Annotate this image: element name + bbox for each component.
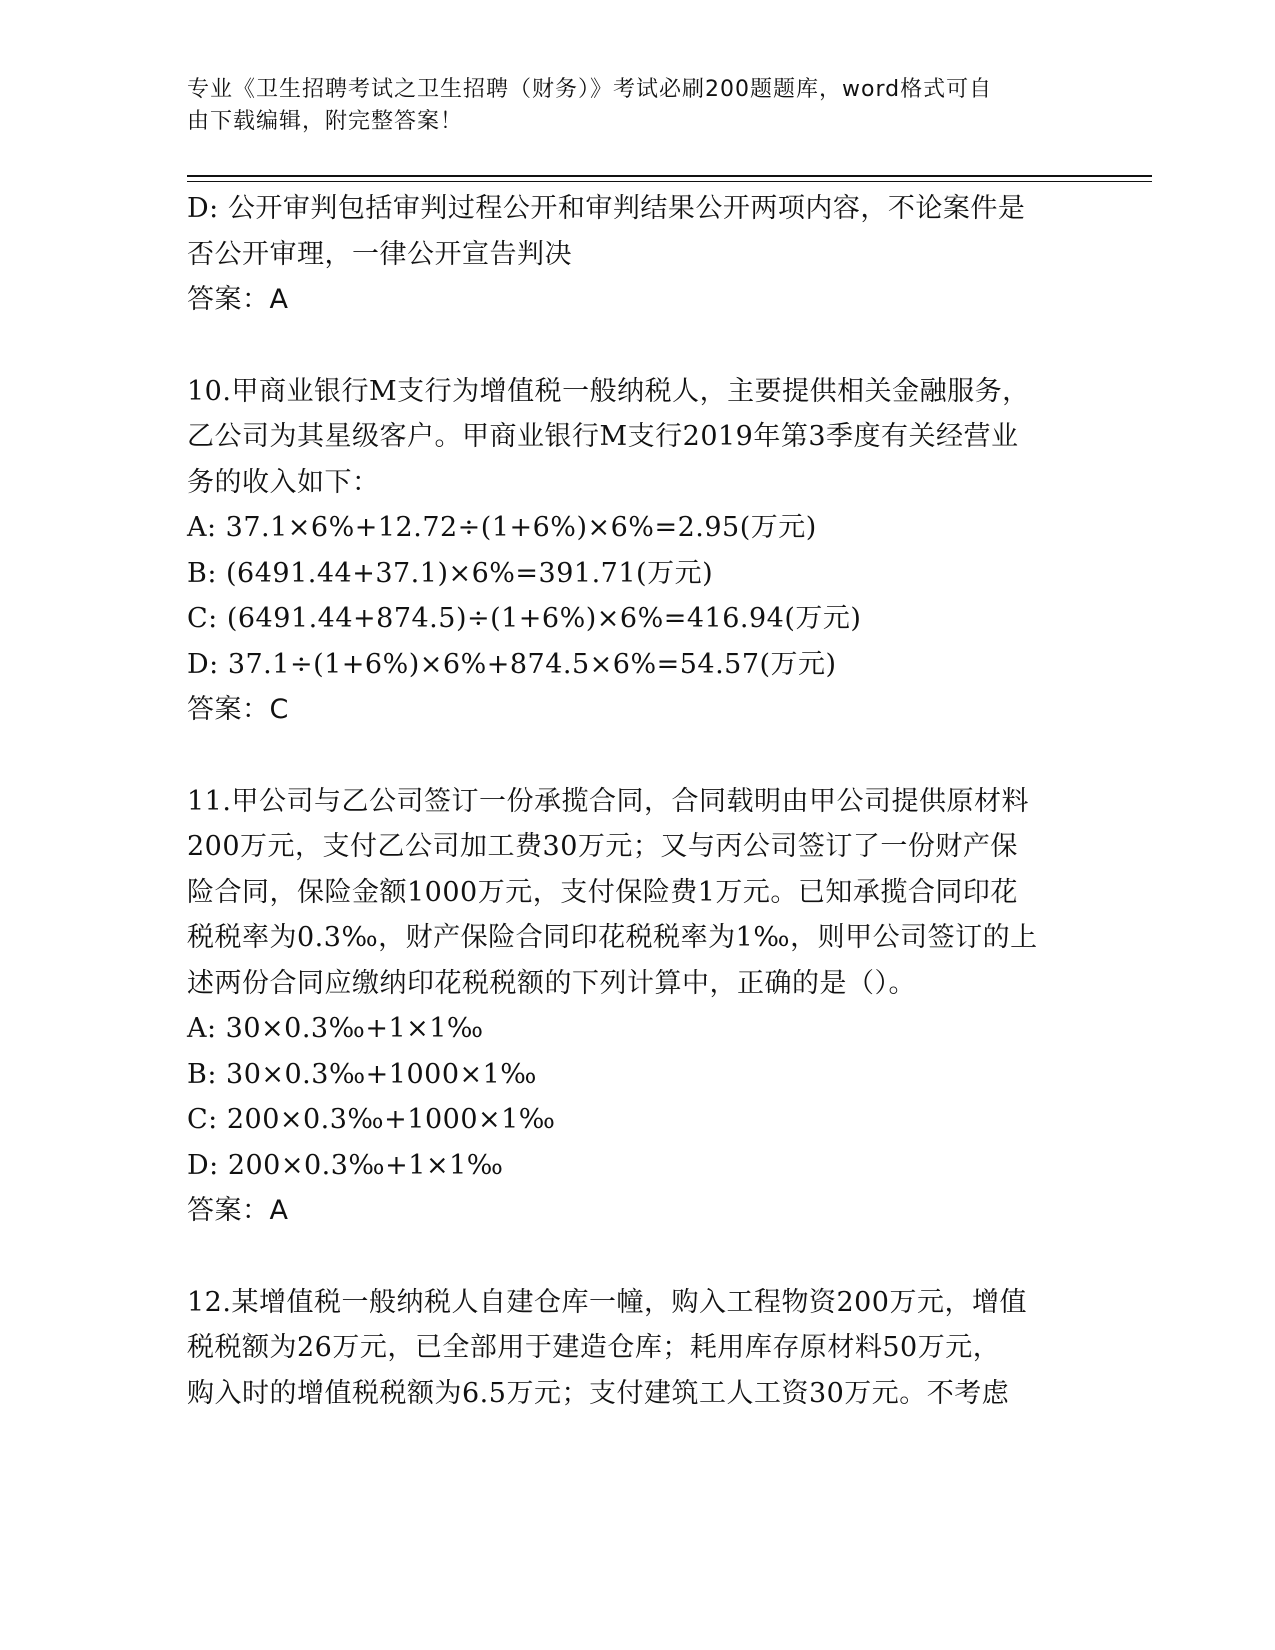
header-divider-thin	[187, 181, 1152, 182]
page-header	[187, 74, 1067, 138]
question-9-tail	[187, 186, 1067, 323]
question-stem-line: 务的收入如下：	[187, 466, 380, 498]
document-body	[187, 186, 1067, 1416]
spacer	[187, 733, 1067, 779]
question-stem-line: 12.某增值税一般纳税人自建仓库一幢，购入工程物资200万元，增值	[187, 1286, 1027, 1318]
option-d: D: 200×0.3‰+1×1‰	[187, 1149, 504, 1181]
option-a: A: 37.1×6%+12.72÷(1+6%)×6%=2.95(万元)	[187, 512, 817, 543]
header-divider-thick	[187, 175, 1152, 177]
answer-label: 答案：A	[187, 284, 289, 315]
option-d: D: 37.1÷(1+6%)×6%+874.5×6%=54.57(万元)	[187, 648, 837, 680]
question-stem-line: 述两份合同应缴纳印花税税额的下列计算中，正确的是（）。	[187, 967, 916, 999]
option-d-line-2: 否公开审理，一律公开宣告判决	[187, 238, 572, 270]
option-a: A: 30×0.3‰+1×1‰	[187, 1013, 484, 1044]
question-stem-line: 11.甲公司与乙公司签订一份承揽合同，合同载明由甲公司提供原材料	[187, 785, 1029, 817]
header-title-line-1: 专业《卫生招聘考试之卫生招聘（财务）》考试必刷200题题库，word格式可自	[187, 77, 993, 102]
option-d-line-1: D: 公开审判包括审判过程公开和审判结果公开两项内容，不论案件是	[187, 193, 1026, 224]
question-11	[187, 779, 1067, 1234]
question-stem-line: 10.甲商业银行M支行为增值税一般纳税人，主要提供相关金融服务，	[187, 375, 1030, 407]
spacer	[187, 323, 1067, 369]
question-stem-line: 乙公司为其星级客户。甲商业银行M支行2019年第3季度有关经营业	[187, 421, 1019, 452]
question-stem-line: 税税额为26万元，已全部用于建造仓库；耗用库存原材料50万元，	[187, 1332, 1001, 1363]
question-12	[187, 1280, 1067, 1417]
question-10	[187, 369, 1067, 733]
question-stem-line: 险合同，保险金额1000万元，支付保险费1万元。已知承揽合同印花	[187, 876, 1018, 908]
option-c: C: 200×0.3‰+1000×1‰	[187, 1104, 556, 1135]
question-stem-line: 税税率为0.3‰，财产保险合同印花税税率为1‰，则甲公司签订的上	[187, 922, 1038, 953]
option-b: B: 30×0.3‰+1000×1‰	[187, 1058, 538, 1090]
option-b: B: (6491.44+37.1)×6%=391.71(万元)	[187, 557, 714, 589]
header-title-line-2: 由下载编辑，附完整答案！	[187, 109, 464, 134]
answer-label: 答案：A	[187, 1195, 289, 1226]
spacer	[187, 1234, 1067, 1280]
question-stem-line: 200万元，支付乙公司加工费30万元；又与丙公司签订了一份财产保	[187, 831, 1018, 862]
question-stem-line: 购入时的增值税税额为6.5万元；支付建筑工人工资30万元。不考虑	[187, 1377, 1010, 1409]
answer-label: 答案：C	[187, 694, 289, 725]
option-c: C: (6491.44+874.5)÷(1+6%)×6%=416.94(万元)	[187, 603, 862, 634]
